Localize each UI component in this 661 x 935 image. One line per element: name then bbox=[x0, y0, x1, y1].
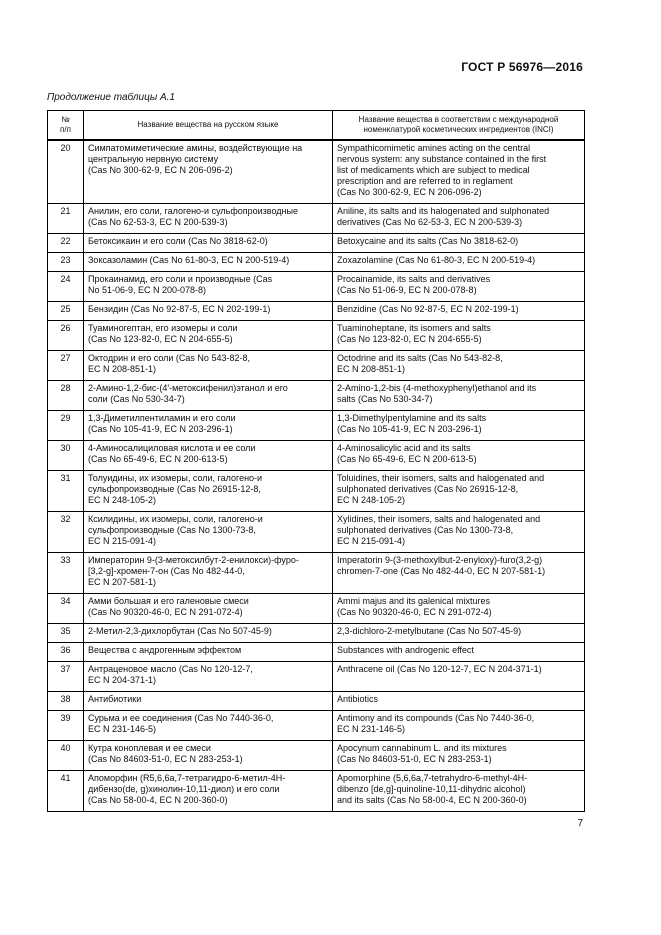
russian-name: Толуидины, их изомеры, соли, галогено-и сульфопроизводные (Cas No 26915-12-8, EC N 248-105-2) bbox=[84, 471, 333, 512]
inci-name: Apocynum cannabinum L. and its mixtures (Cas No 84603-51-0, EC N 283-253-1) bbox=[333, 741, 585, 771]
russian-name: Антраценовое масло (Cas No 120-12-7, EC N 204-371-1) bbox=[84, 662, 333, 692]
russian-name: Ксилидины, их изомеры, соли, галогено-и сульфопроизводные (Cas No 1300-73-8, EC N 215-091-4) bbox=[84, 512, 333, 553]
row-number: 30 bbox=[48, 441, 84, 471]
row-number: 38 bbox=[48, 692, 84, 711]
row-number: 29 bbox=[48, 411, 84, 441]
russian-name: 1,3-Диметилпентиламин и его соли (Cas No 105-41-9, EC N 203-296-1) bbox=[84, 411, 333, 441]
inci-name: Aniline, its salts and its halogenated and sulphonated derivatives (Cas No 62-53-3, EC N 200-539-3) bbox=[333, 204, 585, 234]
header-inci-name: Название вещества в соответствии с международной номенклатурой косметических ингредиентов (INCI) bbox=[333, 111, 585, 141]
table-row bbox=[48, 692, 585, 711]
table-row bbox=[48, 553, 585, 594]
inci-name: Zoxazolamine (Cas No 61-80-3, EC N 200-519-4) bbox=[333, 253, 585, 272]
table-row bbox=[48, 381, 585, 411]
table-row bbox=[48, 351, 585, 381]
russian-name: Прокаинамид, его соли и производные (Cas No 51-06-9, EC N 200-078-8) bbox=[84, 272, 333, 302]
inci-name: Xylidines, their isomers, salts and halogenated and sulphonated derivatives (Cas No 1300-73-8, EC N 215-091-4) bbox=[333, 512, 585, 553]
table-row bbox=[48, 234, 585, 253]
page-number: 7 bbox=[577, 818, 583, 829]
substances-table bbox=[47, 110, 585, 812]
table-row bbox=[48, 272, 585, 302]
row-number: 37 bbox=[48, 662, 84, 692]
russian-name: Антибиотики bbox=[84, 692, 333, 711]
inci-name: Betoxycaine and its salts (Cas No 3818-62-0) bbox=[333, 234, 585, 253]
inci-name: 4-Aminosalicylic acid and its salts (Cas No 65-49-6, EC N 200-613-5) bbox=[333, 441, 585, 471]
row-number: 31 bbox=[48, 471, 84, 512]
russian-name: Апоморфин (R5,6,6a,7-тетрагидро-6-метил-4Н- дибензо(de, g)хинолин-10,11-диол) и его соли (Cas No 58-00-4, EC N 200-360-0) bbox=[84, 771, 333, 812]
row-number: 32 bbox=[48, 512, 84, 553]
inci-name: Tuaminoheptane, its isomers and salts (Cas No 123-82-0, EC N 204-655-5) bbox=[333, 321, 585, 351]
table-row bbox=[48, 140, 585, 204]
russian-name: Зоксазоламин (Cas No 61-80-3, EC N 200-519-4) bbox=[84, 253, 333, 272]
russian-name: 2-Метил-2,3-дихлорбутан (Cas No 507-45-9) bbox=[84, 624, 333, 643]
table-row bbox=[48, 204, 585, 234]
row-number: 40 bbox=[48, 741, 84, 771]
document-standard-number: ГОСТ Р 56976—2016 bbox=[461, 60, 583, 74]
russian-name: Бензидин (Cas No 92-87-5, EC N 202-199-1) bbox=[84, 302, 333, 321]
row-number: 25 bbox=[48, 302, 84, 321]
inci-name: Benzidine (Cas No 92-87-5, EC N 202-199-1) bbox=[333, 302, 585, 321]
table-body bbox=[48, 140, 585, 812]
table-row bbox=[48, 711, 585, 741]
table-row bbox=[48, 741, 585, 771]
russian-name: Кутра коноплевая и ее смеси (Cas No 84603-51-0, EC N 283-253-1) bbox=[84, 741, 333, 771]
row-number: 26 bbox=[48, 321, 84, 351]
russian-name: Сурьма и ее соединения (Cas No 7440-36-0, EC N 231-146-5) bbox=[84, 711, 333, 741]
russian-name: Императорин 9-(3-метоксилбут-2-енилокси)-фуро- [3,2-g]-хромен-7-он (Cas No 482-44-0, EC N 207-581-1) bbox=[84, 553, 333, 594]
russian-name: Октодрин и его соли (Cas No 543-82-8, EC N 208-851-1) bbox=[84, 351, 333, 381]
inci-name: Antimony and its compounds (Cas No 7440-36-0, EC N 231-146-5) bbox=[333, 711, 585, 741]
inci-name: Toluidines, their isomers, salts and halogenated and sulphonated derivatives (Cas No 26915-12-8, EC N 248-105-2) bbox=[333, 471, 585, 512]
row-number: 33 bbox=[48, 553, 84, 594]
row-number: 41 bbox=[48, 771, 84, 812]
row-number: 39 bbox=[48, 711, 84, 741]
inci-name: Substances with androgenic effect bbox=[333, 643, 585, 662]
table-row bbox=[48, 253, 585, 272]
russian-name: Амми большая и его галеновые смеси (Cas No 90320-46-0, EC N 291-072-4) bbox=[84, 594, 333, 624]
table-row bbox=[48, 411, 585, 441]
inci-name: Sympathicomimetic amines acting on the central nervous system: any substance contained in the first list of medicaments which are subject to medical prescription and are referred to in reglament (Cas No 300-62-9, EC N 206-096-2) bbox=[333, 140, 585, 204]
inci-name: Imperatorin 9-(3-methoxylbut-2-enyloxy)-furo(3,2-g) chromen-7-one (Cas No 482-44-0, EC N 207-581-1) bbox=[333, 553, 585, 594]
table-row bbox=[48, 594, 585, 624]
table-caption: Продолжение таблицы А.1 bbox=[47, 92, 175, 103]
table-row bbox=[48, 624, 585, 643]
table-row bbox=[48, 771, 585, 812]
inci-name: Procainamide, its salts and derivatives (Cas No 51-06-9, EC N 200-078-8) bbox=[333, 272, 585, 302]
table-row bbox=[48, 643, 585, 662]
inci-name: Octodrine and its salts (Cas No 543-82-8, EC N 208-851-1) bbox=[333, 351, 585, 381]
row-number: 23 bbox=[48, 253, 84, 272]
russian-name: 4-Аминосалициловая кислота и ее соли (Cas No 65-49-6, EC N 200-613-5) bbox=[84, 441, 333, 471]
russian-name: Вещества с андрогенным эффектом bbox=[84, 643, 333, 662]
row-number: 20 bbox=[48, 140, 84, 204]
table-row bbox=[48, 321, 585, 351]
table-row bbox=[48, 302, 585, 321]
table-row bbox=[48, 512, 585, 553]
row-number: 27 bbox=[48, 351, 84, 381]
row-number: 24 bbox=[48, 272, 84, 302]
russian-name: Туаминогептан, его изомеры и соли (Cas No 123-82-0, EC N 204-655-5) bbox=[84, 321, 333, 351]
table-row bbox=[48, 471, 585, 512]
inci-name: 2-Amino-1,2-bis (4-methoxyphenyl)ethanol and its salts (Cas No 530-34-7) bbox=[333, 381, 585, 411]
russian-name: Анилин, его соли, галогено-и сульфопроизводные (Cas No 62-53-3, EC N 200-539-3) bbox=[84, 204, 333, 234]
row-number: 21 bbox=[48, 204, 84, 234]
russian-name: 2-Амино-1,2-бис-(4'-метоксифенил)этанол и его соли (Cas No 530-34-7) bbox=[84, 381, 333, 411]
row-number: 22 bbox=[48, 234, 84, 253]
row-number: 28 bbox=[48, 381, 84, 411]
inci-name: 2,3-dichloro-2-metylbutane (Cas No 507-45-9) bbox=[333, 624, 585, 643]
row-number: 36 bbox=[48, 643, 84, 662]
table-row bbox=[48, 662, 585, 692]
inci-name: Ammi majus and its galenical mixtures (Cas No 90320-46-0, EC N 291-072-4) bbox=[333, 594, 585, 624]
row-number: 34 bbox=[48, 594, 84, 624]
inci-name: 1,3-Dimethylpentylamine and its salts (Cas No 105-41-9, EC N 203-296-1) bbox=[333, 411, 585, 441]
inci-name: Apomorphine (5,6,6a,7-tetrahydro-6-methyl-4H- dibenzo [de,g]-quinoline-10,11-dihydric alcohol) and its salts (Cas No 58-00-4, EC N 200-360-0) bbox=[333, 771, 585, 812]
row-number: 35 bbox=[48, 624, 84, 643]
table-header-row bbox=[48, 111, 585, 141]
header-russian-name: Название вещества на русском языке bbox=[84, 111, 333, 141]
table-row bbox=[48, 441, 585, 471]
inci-name: Anthracene oil (Cas No 120-12-7, EC N 204-371-1) bbox=[333, 662, 585, 692]
inci-name: Antibiotics bbox=[333, 692, 585, 711]
russian-name: Бетоксикаин и его соли (Cas No 3818-62-0) bbox=[84, 234, 333, 253]
russian-name: Симпатомиметические амины, воздействующие на центральную нервную систему (Cas No 300-62-9, EC N 206-096-2) bbox=[84, 140, 333, 204]
header-number: № п/п bbox=[48, 111, 84, 141]
